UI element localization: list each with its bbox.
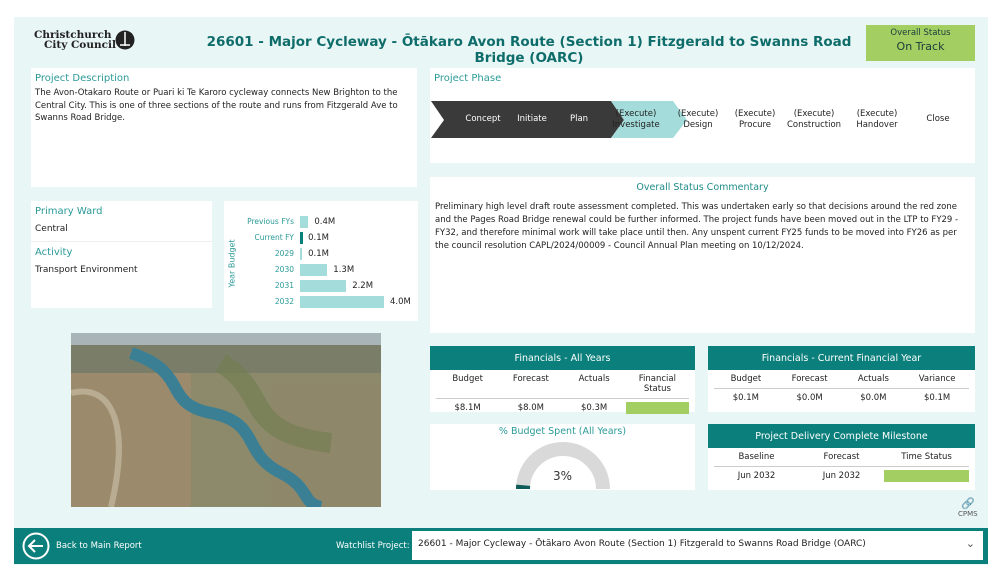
- phase-step: [601, 101, 671, 138]
- bar-value-label: 1.3M: [333, 265, 355, 275]
- phase-step-label: Concept: [465, 114, 501, 124]
- bar-category-label: Current FY: [254, 233, 294, 242]
- phase-step-label: Plan: [569, 114, 589, 124]
- phase-step: [779, 101, 849, 138]
- project-aerial-photo: [71, 333, 381, 507]
- panel-header: Financials - Current Financial Year: [708, 346, 975, 370]
- table-cell: Actuals: [563, 370, 626, 399]
- logo-line1: Christchurch: [34, 29, 112, 41]
- bar: [300, 216, 308, 228]
- panel-title: Overall Status Commentary: [636, 182, 769, 193]
- phase-step-prefix: (Execute): [856, 108, 898, 119]
- phase-step-label: Initiate: [517, 114, 547, 124]
- bar-value-label: 4.0M: [390, 297, 411, 307]
- watchlist-label: Watchlist Project:: [336, 541, 410, 551]
- table-cell: Jun 2032: [737, 471, 776, 481]
- overall-status-badge: [866, 25, 975, 61]
- bar-category-label: 2029: [274, 249, 294, 258]
- table-cell: Actuals: [842, 370, 906, 389]
- ward-value: Central: [31, 223, 212, 242]
- table-cell: Forecast: [799, 448, 884, 467]
- table-cell: Financial Status: [626, 370, 689, 399]
- logo-line2: City Council: [44, 39, 116, 51]
- status-commentary-panel: [430, 177, 975, 333]
- bar-category-label: Previous FYs: [247, 217, 294, 226]
- table-cell: Budget: [714, 370, 778, 389]
- council-logo: [34, 30, 116, 50]
- ward-title: Primary Ward: [35, 206, 103, 217]
- table-cell: $0.3M: [580, 403, 608, 413]
- bar-value-label: 2.2M: [352, 281, 374, 291]
- status-label: Overall Status: [890, 28, 951, 38]
- report-page: [14, 17, 988, 565]
- phase-step: [842, 101, 912, 138]
- ward-activity-panel: [31, 201, 212, 308]
- chart-y-label: Year Budget: [227, 239, 237, 288]
- project-description-panel: [31, 68, 417, 187]
- panel-header: Financials - All Years: [430, 346, 695, 370]
- bar: [300, 296, 384, 308]
- description-text: The Avon-Otakaro Route or Puari ki Te Karoro cycleway connects New Brighton to the Central City. This is one of three sections of the route and runs from Fitzgerald Ave to Swanns Road Bridge.: [35, 88, 398, 123]
- phase-step-label: Procure: [738, 119, 772, 130]
- table-header: [708, 370, 975, 389]
- bar: [300, 280, 346, 292]
- bar-value-label: 0.1M: [308, 249, 329, 259]
- table-cell: Variance: [905, 370, 969, 389]
- activity-title: Activity: [35, 247, 73, 258]
- panel-title: Project Phase: [434, 73, 502, 84]
- table-cell: Forecast: [499, 370, 562, 399]
- watchlist-value: 26601 - Major Cycleway - Ōtākaro Avon Route (Section 1) Fitzgerald to Swanns Road Bridge (OARC): [418, 539, 866, 549]
- commentary-text: Preliminary high level draft route assessment completed. This was undertaken early so that decisions around the red zone and the Pages Road Bridge renewal could be further informed. The project funds have been moved out in the LTP to FY29 - FY32, and therefore minimal work will take place until then. Any unspent current FY25 funds to be moved into FY26 as per the council resolution CAPL/2024/00009 - Council Annual Plan meeting on 10/12/2024.: [435, 202, 959, 251]
- table-cell: $8.0M: [517, 403, 544, 413]
- status-indicator: [626, 399, 689, 417]
- table-cell: Budget: [436, 370, 499, 399]
- table-cell: $0.0M: [860, 393, 887, 403]
- phase-step-label: Construction: [786, 119, 842, 130]
- panel-title: Project Description: [35, 73, 130, 84]
- table-cell: $0.1M: [923, 393, 951, 403]
- table-cell: $0.0M: [796, 393, 823, 403]
- page-title: 26601 - Major Cycleway - Ōtākaro Avon Route (Section 1) Fitzgerald to Swanns Road Bridge (OARC): [206, 34, 852, 66]
- logo-emblem-icon: [114, 30, 136, 50]
- table-row: [708, 389, 975, 407]
- phase-step-prefix: (Execute): [793, 108, 835, 119]
- status-value: On Track: [896, 40, 945, 53]
- budget-spent-gauge: [430, 424, 695, 490]
- phase-step-label: Handover: [856, 119, 898, 130]
- year-budget-chart: [224, 201, 418, 321]
- status-indicator: [884, 467, 969, 485]
- table-cell: $8.1M: [454, 403, 481, 413]
- bar-category-label: 2030: [274, 265, 294, 274]
- table-header: [430, 370, 695, 399]
- financials-current-year: [708, 346, 975, 412]
- panel-header: Project Delivery Complete Milestone: [708, 424, 975, 448]
- phase-step-prefix: (Execute): [734, 108, 776, 119]
- table-row: [430, 399, 695, 417]
- table-cell: Forecast: [778, 370, 842, 389]
- milestone-panel: [708, 424, 975, 490]
- cpms-link[interactable]: [958, 497, 978, 518]
- phase-step-label: Design: [683, 119, 713, 130]
- back-arrow-icon[interactable]: [22, 532, 50, 560]
- bar: [300, 232, 303, 244]
- gauge-value: 3%: [552, 469, 573, 483]
- bar: [300, 248, 302, 260]
- project-phase-panel: [430, 68, 975, 163]
- back-to-main-report-button[interactable]: Back to Main Report: [56, 541, 142, 551]
- table-row: [708, 467, 975, 485]
- table-cell: Jun 2032: [822, 471, 861, 481]
- table-cell: Baseline: [714, 448, 799, 467]
- activity-value: Transport Environment: [35, 265, 138, 275]
- link-icon: 🔗: [960, 497, 975, 510]
- panel-title: % Budget Spent (All Years): [498, 426, 627, 437]
- bar-value-label: 0.4M: [314, 217, 336, 227]
- phase-step-label: Investigate: [612, 119, 660, 130]
- bar-category-label: 2032: [274, 297, 294, 306]
- cpms-label: CPMS: [958, 510, 978, 518]
- footer-bar: [14, 528, 988, 564]
- bar-category-label: 2031: [274, 281, 294, 290]
- gauge: [515, 439, 611, 491]
- table-header: [708, 448, 975, 467]
- phase-step-prefix: (Execute): [615, 108, 657, 119]
- watchlist-project-select[interactable]: [412, 531, 983, 560]
- phase-step: [903, 101, 973, 138]
- table-cell: Time Status: [884, 448, 969, 467]
- bar-value-label: 0.1M: [308, 233, 329, 243]
- phase-step-prefix: (Execute): [677, 108, 719, 119]
- table-cell: $0.1M: [732, 393, 759, 403]
- chevron-down-icon[interactable]: ⌄: [965, 537, 975, 550]
- bar: [300, 264, 327, 276]
- financials-all-years: [430, 346, 695, 412]
- phase-step-label: Close: [926, 114, 950, 124]
